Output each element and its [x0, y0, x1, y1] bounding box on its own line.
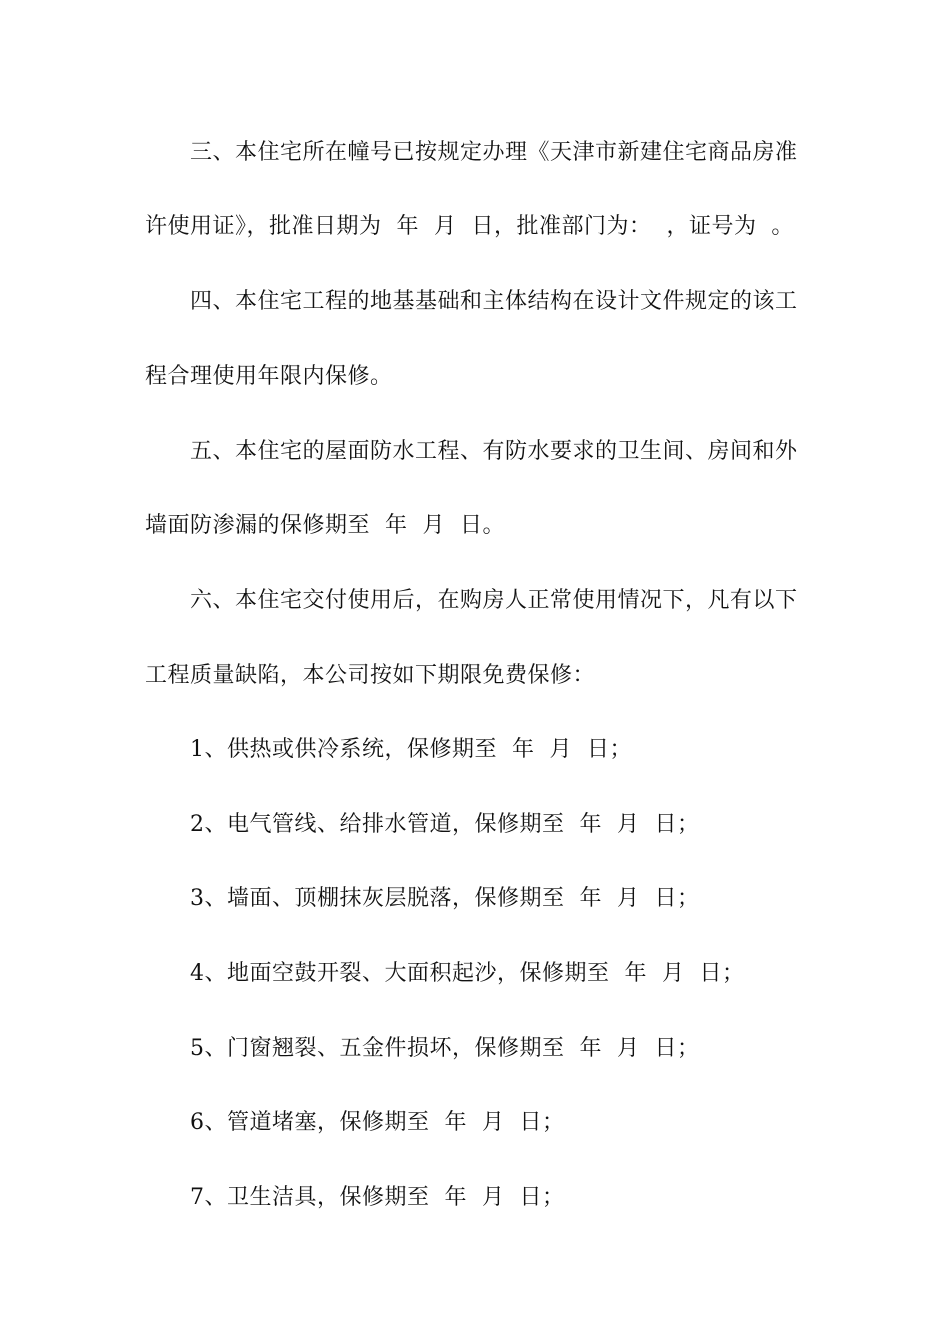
section-3-line-1: 三、本住宅所在幢号已按规定办理《天津市新建住宅商品房准 — [190, 140, 798, 165]
list-item: 5、门窗翘裂、五金件损坏，保修期至 年 月 日； — [190, 1036, 700, 1061]
list-item: 6、管道堵塞，保修期至 年 月 日； — [190, 1110, 565, 1135]
section-5-line-2: 墙面防渗漏的保修期至 年 月 日。 — [145, 513, 505, 538]
section-6-line-2: 工程质量缺陷，本公司按如下期限免费保修： — [145, 663, 596, 688]
section-6-line-1: 六、本住宅交付使用后，在购房人正常使用情况下，凡有以下 — [190, 588, 798, 613]
section-4-line-1: 四、本住宅工程的地基基础和主体结构在设计文件规定的该工 — [190, 289, 798, 314]
section-4-line-2: 程合理使用年限内保修。 — [145, 364, 393, 389]
list-item: 1、供热或供冷系统，保修期至 年 月 日； — [190, 737, 632, 762]
list-item: 2、电气管线、给排水管道，保修期至 年 月 日； — [190, 812, 700, 837]
section-5-line-1: 五、本住宅的屋面防水工程、有防水要求的卫生间、房间和外 — [190, 439, 798, 464]
section-3-line-2: 许使用证》，批准日期为 年 月 日，批准部门为： ，证号为 。 — [145, 214, 794, 239]
list-item: 3、墙面、顶棚抹灰层脱落，保修期至 年 月 日； — [190, 886, 700, 911]
list-item: 4、地面空鼓开裂、大面积起沙，保修期至 年 月 日； — [190, 961, 745, 986]
list-item: 7、卫生洁具，保修期至 年 月 日； — [190, 1185, 565, 1210]
